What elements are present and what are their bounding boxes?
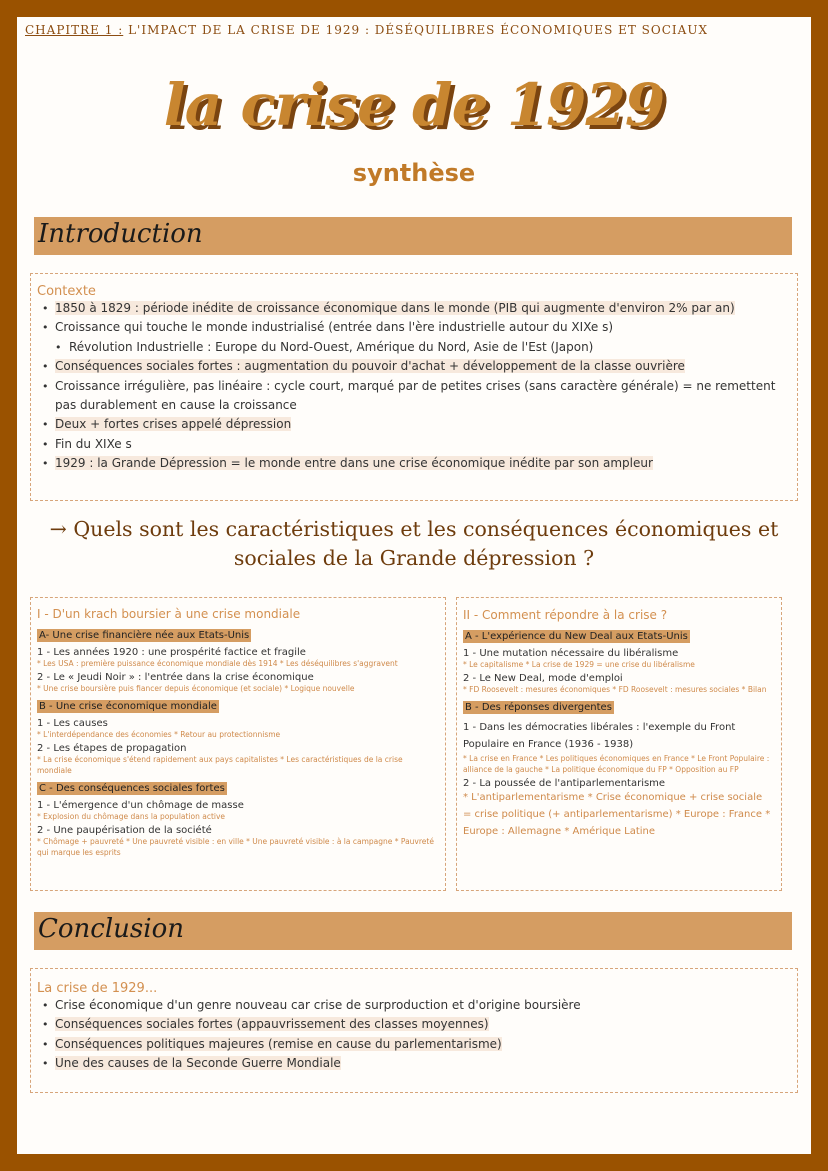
intro-bullet: • Croissance irrégulière, pas linéaire : cycle court, marqué par de petites crises (sans caractère générale) = ne remettent pas durablement en cause la croissance (37, 377, 787, 416)
part1-section-c: C - Des conséquences sociales fortes (39, 783, 225, 794)
part2-section-b: B - Des réponses divergentes (465, 702, 612, 713)
part2-title: II - Comment répondre à la crise ? (463, 608, 668, 622)
item-title: 1 - Les causes (37, 718, 108, 729)
item-title: 2 - Les étapes de propagation (37, 743, 187, 754)
item-title: 1 - Dans les démocraties libérales : l'exemple du Front Populaire en France (1936 - 1938) (463, 722, 736, 750)
introduction-label: Contexte (37, 284, 96, 299)
conclusion-bullet: • Crise économique d'un genre nouveau car crise de surproduction et d'origine boursière (37, 996, 787, 1015)
intro-bullet: • Fin du XIXe s (37, 435, 787, 454)
subtitle: synthèse (352, 159, 476, 187)
page (17, 17, 811, 1154)
item-notes: * La crise en France * Les politiques économiques en France * Le Front Populaire : alliance de la gauche * La politique économique du FP * Opposition au FP (463, 754, 770, 774)
part1-box (30, 597, 446, 891)
item-notes: * Explosion du chômage dans la population active (37, 812, 226, 821)
conclusion-heading: Conclusion (38, 914, 184, 944)
item-title: 1 - Une mutation nécessaire du libéralisme (463, 648, 679, 659)
conclusion-bullet: • Une des causes de la Seconde Guerre Mondiale (37, 1054, 787, 1073)
part1-section-a: A- Une crise financière née aux Etats-Unis (39, 630, 250, 641)
intro-bullet: • Deux + fortes crises appelé dépression (37, 415, 787, 434)
item-title: 2 - Le « Jeudi Noir » : l'entrée dans la crise économique (37, 672, 314, 683)
introduction-heading-band (34, 217, 792, 255)
item-notes: * La crise économique s'étend rapidement aux pays capitalistes * Les caractéristiques de la crise mondiale (37, 755, 403, 775)
item-notes: * Le capitalisme * La crise de 1929 = une crise du libéralisme (463, 660, 695, 669)
item-notes: * Chômage + pauvreté * Une pauvreté visible : en ville * Une pauvreté visible : à la campagne * Pauvreté qui marque les esprits (37, 837, 434, 857)
introduction-heading: Introduction (38, 219, 203, 249)
item-notes: * Une crise boursière puis fiancer depuis économique (et sociale) * Logique nouvelle (37, 684, 355, 693)
intro-bullet: • Croissance qui touche le monde industrialisé (entrée dans l'ère industrielle autour du XIXe s) (37, 318, 787, 337)
conclusion-bullet: • Conséquences politiques majeures (remise en cause du parlementarisme) (37, 1035, 787, 1054)
item-title: 1 - Les années 1920 : une prospérité factice et fragile (37, 647, 306, 658)
chapter-label: CHAPITRE 1 : (25, 23, 124, 37)
item-notes: * Les USA : première puissance économique mondiale dès 1914 * Les déséquilibres s'aggravent (37, 659, 398, 668)
chapter-title: L'IMPACT DE LA CRISE DE 1929 : DÉSÉQUILIBRES ÉCONOMIQUES ET SOCIAUX (128, 23, 708, 37)
conclusion-box (30, 968, 798, 1093)
item-title: 2 - La poussée de l'antiparlementarisme (463, 778, 666, 789)
item-notes: * L'interdépendance des économies * Retour au protectionnisme (37, 730, 281, 739)
introduction-box (30, 273, 798, 501)
main-title: la crise de 1929 (163, 71, 665, 139)
item-title: 2 - Le New Deal, mode d'emploi (463, 673, 623, 684)
conclusion-label: La crise de 1929... (37, 981, 158, 996)
intro-bullet: • 1929 : la Grande Dépression = le monde entre dans une crise économique inédite par son ampleur (37, 454, 787, 473)
intro-bullet: • 1850 à 1829 : période inédite de croissance économique dans le monde (PIB qui augmente d'environ 2% par an) (37, 299, 787, 318)
part1-section-b: B - Une crise économique mondiale (39, 701, 217, 712)
conclusion-heading-band (34, 912, 792, 950)
problem-question: → Quels sont les caractéristiques et les conséquences économiques et sociales de la Grande dépression ? (49, 517, 779, 570)
part2-section-a: A - L'expérience du New Deal aux Etats-Unis (465, 631, 688, 642)
intro-bullet: • Conséquences sociales fortes : augmentation du pouvoir d'achat + développement de la classe ouvrière (37, 357, 787, 376)
intro-sub-bullet: • Révolution Industrielle : Europe du Nord-Ouest, Amérique du Nord, Asie de l'Est (Japon) (37, 338, 787, 357)
part1-title: I - D'un krach boursier à une crise mondiale (37, 607, 301, 621)
item-title: 2 - Une paupérisation de la société (37, 825, 212, 836)
item-notes: * L'antiparlementarisme * Crise économique + crise sociale = crise politique (+ antiparlementarisme) * Europe : France * Europe : Allemagne * Amérique Latine (463, 792, 771, 837)
item-notes: * FD Roosevelt : mesures économiques * FD Roosevelt : mesures sociales * Bilan (463, 685, 767, 694)
chapter-header (25, 23, 708, 37)
part2-box (456, 597, 782, 891)
item-title: 1 - L'émergence d'un chômage de masse (37, 800, 244, 811)
conclusion-bullet: • Conséquences sociales fortes (appauvrissement des classes moyennes) (37, 1015, 787, 1034)
